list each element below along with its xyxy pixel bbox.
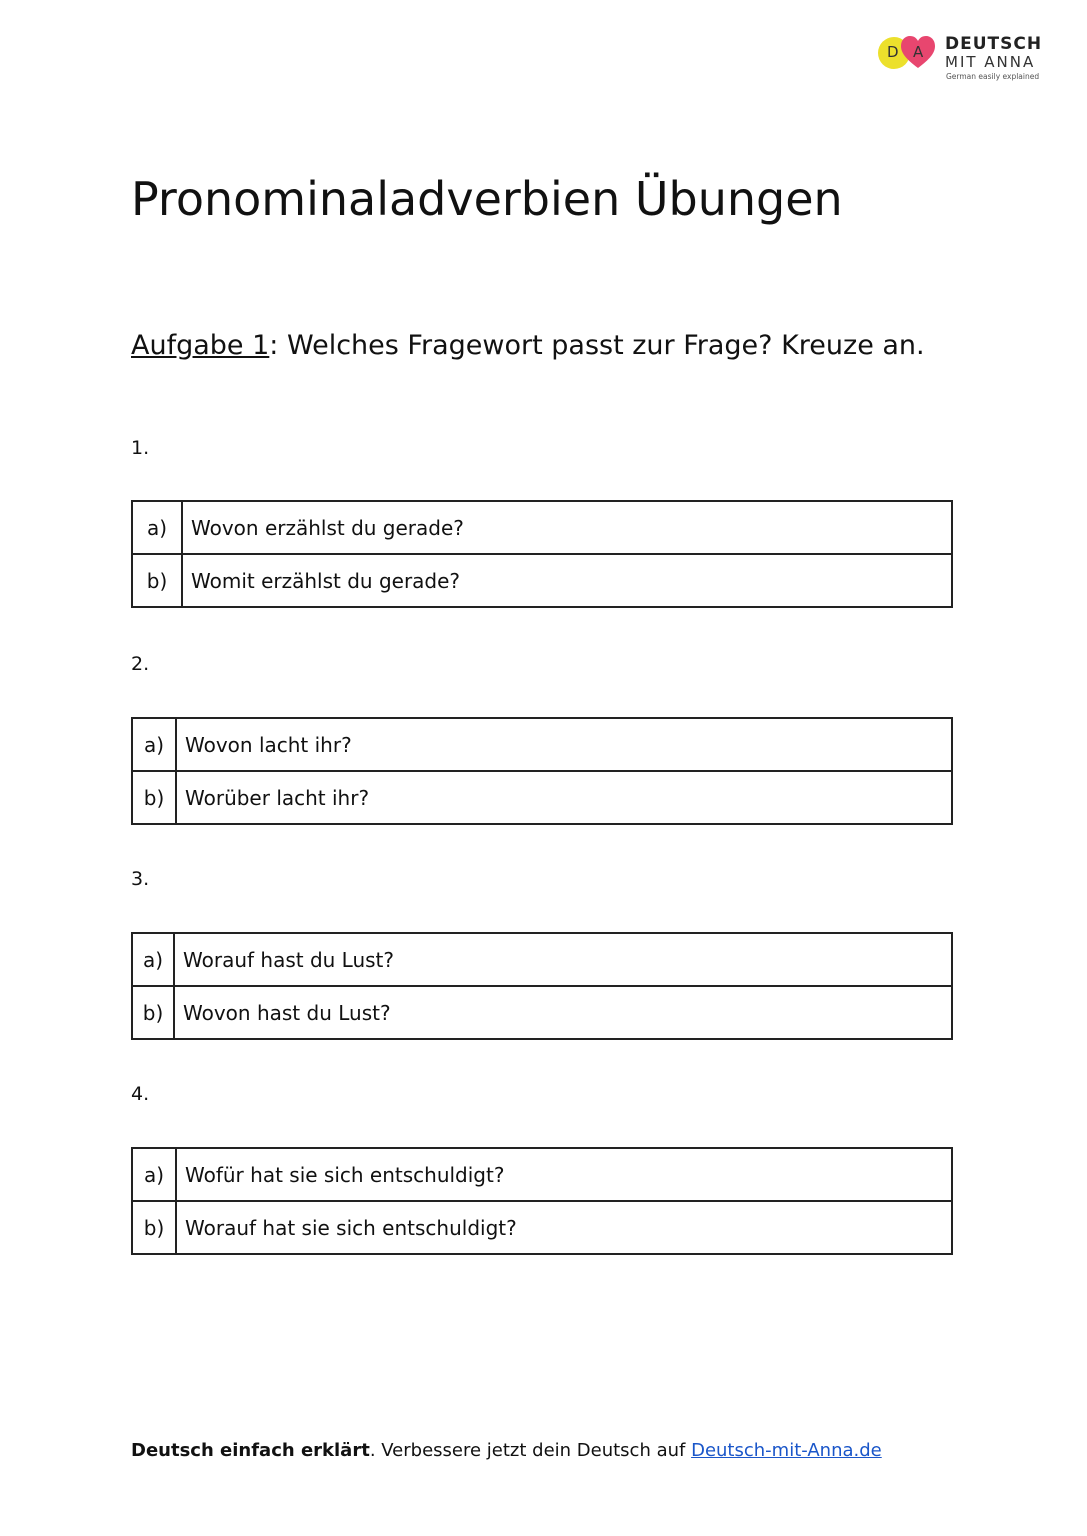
option-label: b) [132, 1201, 176, 1254]
option-label: b) [132, 771, 176, 824]
logo-letter-d: D [887, 43, 899, 61]
question-number: 1. [131, 437, 150, 459]
option-text: Worüber lacht ihr? [176, 771, 952, 824]
option-label: b) [132, 554, 182, 607]
option-row[interactable] [132, 771, 952, 824]
question-table [131, 717, 953, 825]
question-number: 4. [131, 1083, 150, 1105]
logo-line2: MIT ANNA [945, 53, 1036, 71]
option-row[interactable] [132, 986, 952, 1039]
option-text: Wovon hast du Lust? [174, 986, 952, 1039]
option-label: b) [132, 986, 174, 1039]
task-label: Aufgabe 1 [131, 330, 270, 361]
option-row[interactable] [132, 718, 952, 771]
logo-tagline: German easily explained [946, 72, 1040, 81]
option-label: a) [132, 501, 182, 554]
option-row[interactable] [132, 501, 952, 554]
question-table [131, 500, 953, 608]
footer-text: . Verbessere jetzt dein Deutsch auf [369, 1440, 692, 1461]
option-label: a) [132, 933, 174, 986]
question-number: 3. [131, 868, 150, 890]
question-table [131, 1147, 953, 1255]
page-title: Pronominaladverbien Übungen [131, 172, 843, 226]
option-row[interactable] [132, 1201, 952, 1254]
option-row[interactable] [132, 933, 952, 986]
footer [131, 1440, 882, 1461]
logo-letter-a: A [913, 43, 924, 61]
option-text: Wovon erzählst du gerade? [182, 501, 952, 554]
logo-line1: DEUTSCH [945, 34, 1043, 54]
option-text: Wovon lacht ihr? [176, 718, 952, 771]
question-table [131, 932, 953, 1040]
option-text: Womit erzählst du gerade? [182, 554, 952, 607]
option-text: Worauf hat sie sich entschuldigt? [176, 1201, 952, 1254]
question-number: 2. [131, 653, 150, 675]
footer-link[interactable]: Deutsch-mit-Anna.de [691, 1440, 882, 1461]
logo [878, 34, 1048, 84]
task-heading [131, 320, 931, 371]
option-label: a) [132, 1148, 176, 1201]
footer-bold: Deutsch einfach erklärt [131, 1440, 370, 1461]
option-row[interactable] [132, 1148, 952, 1201]
option-text: Worauf hast du Lust? [174, 933, 952, 986]
option-label: a) [132, 718, 176, 771]
option-text: Wofür hat sie sich entschuldigt? [176, 1148, 952, 1201]
option-row[interactable] [132, 554, 952, 607]
task-text: : Welches Fragewort passt zur Frage? Kreuze an. [269, 330, 925, 361]
